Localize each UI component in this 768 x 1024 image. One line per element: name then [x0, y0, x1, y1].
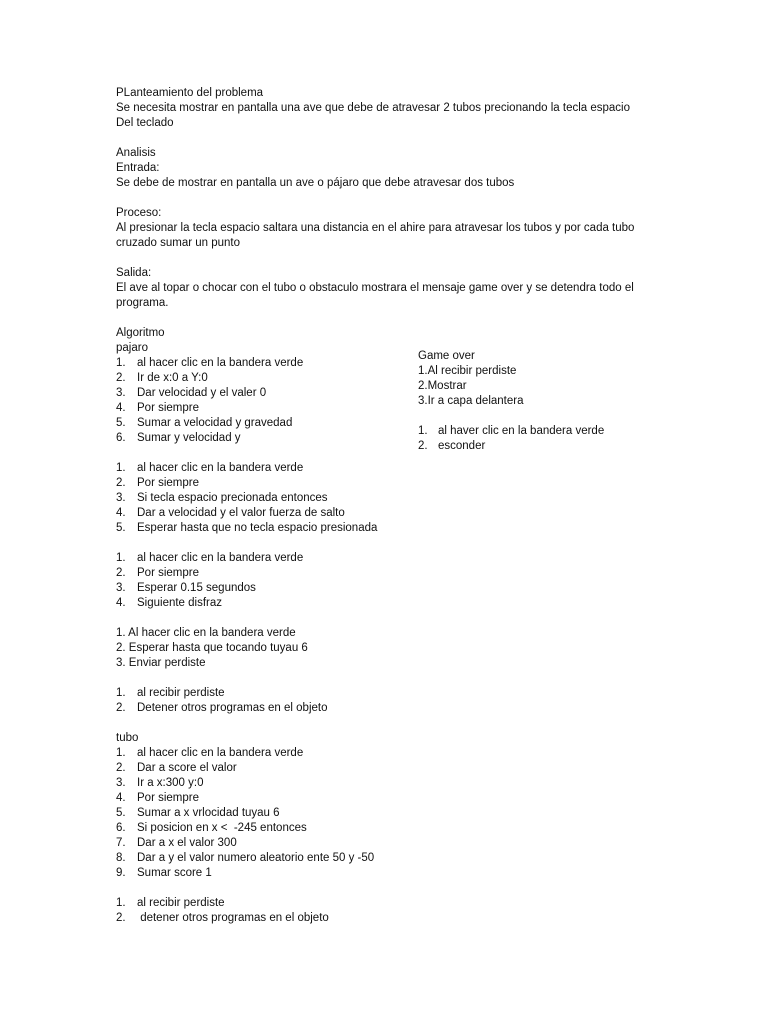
list-item: 3. Ir a x:300 y:0	[116, 777, 204, 789]
entrada-label: Entrada:	[116, 162, 160, 174]
list-item: 2. Ir de x:0 a Y:0	[116, 372, 208, 384]
list-item: 2.Mostrar	[418, 380, 467, 392]
list-item: 2. Por siempre	[116, 567, 199, 579]
list-item: 1. al hacer clic en la bandera verde	[116, 552, 304, 564]
problem-title: PLanteamiento del problema	[116, 87, 264, 99]
list-item: 2. esconder	[418, 440, 486, 452]
list-item: 3. Si tecla espacio precionada entonces	[116, 492, 328, 504]
list-item: 1. Al hacer clic en la bandera verde	[116, 627, 296, 639]
proceso-text-line-1: Al presionar la tecla espacio saltara una distancia en el ahire para atravesar los tubos y por cada tubo	[116, 222, 635, 234]
list-item: 9. Sumar score 1	[116, 867, 212, 879]
list-item: 4. Por siempre	[116, 402, 199, 414]
proceso-label: Proceso:	[116, 207, 162, 219]
list-item: 1. al hacer clic en la bandera verde	[116, 462, 304, 474]
salida-text-line-1: El ave al topar o chocar con el tubo o obstaculo mostrara el mensaje game over y se detendra todo el	[116, 282, 634, 294]
list-item: 1.Al recibir perdiste	[418, 365, 517, 377]
list-item: 1. al hacer clic en la bandera verde	[116, 747, 304, 759]
list-item: 2. detener otros programas en el objeto	[116, 912, 329, 924]
pajaro-list-3	[116, 551, 656, 611]
entrada-text: Se debe de mostrar en pantalla un ave o pájaro que debe atravesar dos tubos	[116, 177, 515, 189]
gameover-heading: Game over	[418, 350, 475, 362]
list-item: 6. Si posicion en x < -245 entonces	[116, 822, 307, 834]
list-item: 7. Dar a x el valor 300	[116, 837, 237, 849]
list-item: 4. Dar a velocidad y el valor fuerza de salto	[116, 507, 345, 519]
proceso-text-line-2: cruzado sumar un punto	[116, 237, 241, 249]
analysis-heading: Analisis	[116, 147, 156, 159]
list-item: 5. Sumar a velocidad y gravedad	[116, 417, 293, 429]
list-item: 3. Enviar perdiste	[116, 657, 206, 669]
tubo-list-1	[116, 746, 656, 881]
salida-text-line-2: programa.	[116, 297, 169, 309]
list-item: 4. Por siempre	[116, 792, 199, 804]
list-item: 6. Sumar y velocidad y	[116, 432, 241, 444]
problem-text-line-2: Del teclado	[116, 117, 174, 129]
list-item: 3. Dar velocidad y el valer 0	[116, 387, 267, 399]
pajaro-list-2	[116, 461, 656, 536]
problem-text-line-1: Se necesita mostrar en pantalla una ave que debe de atravesar 2 tubos precionando la tecla espacio	[116, 102, 631, 114]
pajaro-list-5	[116, 686, 656, 716]
list-item: 2. Dar a score el valor	[116, 762, 237, 774]
tubo-list-2	[116, 896, 656, 926]
tubo-heading: tubo	[116, 732, 139, 744]
list-item: 1. al recibir perdiste	[116, 897, 225, 909]
pajaro-list-4	[116, 626, 656, 671]
list-item: 2. Detener otros programas en el objeto	[116, 702, 328, 714]
list-item: 5. Esperar hasta que no tecla espacio presionada	[116, 522, 378, 534]
gameover-list-1	[418, 364, 738, 409]
gameover-column	[418, 349, 738, 454]
salida-label: Salida:	[116, 267, 152, 279]
list-item: 8. Dar a y el valor numero aleatorio ente 50 y -50	[116, 852, 375, 864]
main-column	[116, 86, 656, 926]
list-item: 5. Sumar a x vrlocidad tuyau 6	[116, 807, 280, 819]
list-item: 3.Ir a capa delantera	[418, 395, 524, 407]
algoritmo-heading: Algoritmo	[116, 327, 165, 339]
list-item: 4. Siguiente disfraz	[116, 597, 223, 609]
list-item: 2. Esperar hasta que tocando tuyau 6	[116, 642, 308, 654]
list-item: 1. al recibir perdiste	[116, 687, 225, 699]
list-item: 3. Esperar 0.15 segundos	[116, 582, 256, 594]
gameover-list-2	[418, 424, 738, 454]
list-item: 1. al hacer clic en la bandera verde	[116, 357, 304, 369]
list-item: 1. al haver clic en la bandera verde	[418, 425, 605, 437]
list-item: 2. Por siempre	[116, 477, 199, 489]
pajaro-heading: pajaro	[116, 342, 148, 354]
